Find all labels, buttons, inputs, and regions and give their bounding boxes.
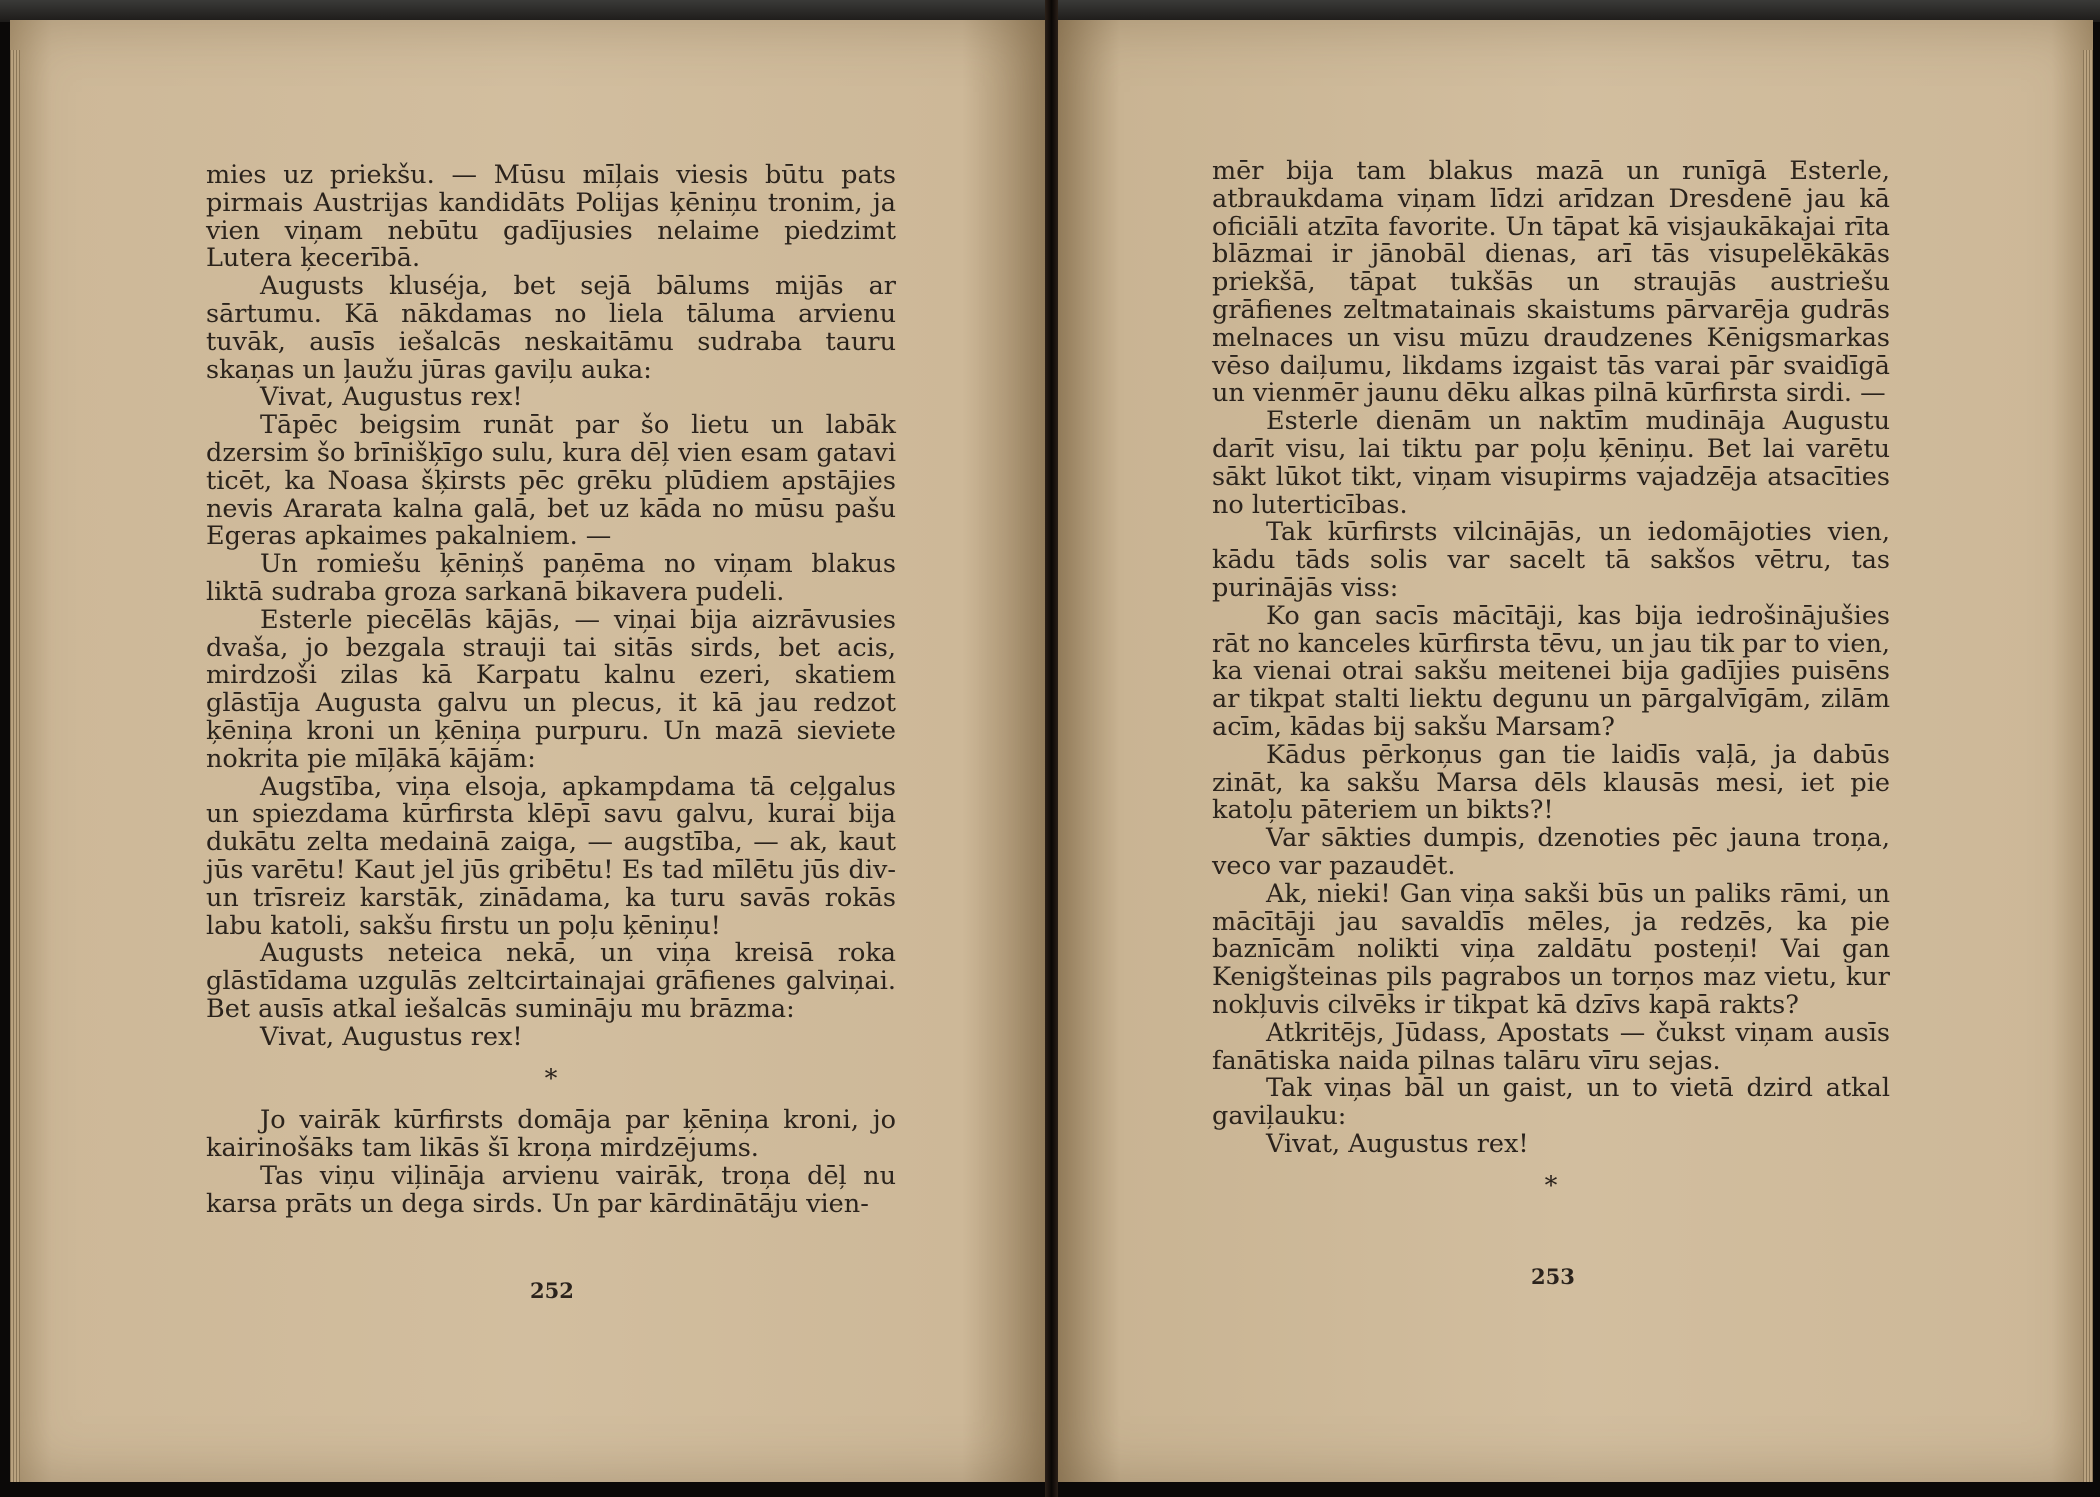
paragraph: Augusts kluséja, bet sejā bālums mijās ar sārtumu. Kā nākdamas no liela tāluma arvienu tuvāk, ausīs iešalcās neskaitāmu sudraba tauru skaņas un ļaužu jūras gaviļu auka: — [206, 271, 896, 385]
right-page-edge — [2083, 50, 2093, 1482]
book-gutter — [1045, 0, 1058, 1497]
paragraph: mēr bija tam blakus mazā un runīgā Esterle, atbraukdama viņam līdzi arīdzan Dresdenē jau kā oficiāli atzīta favorite. Un tāpat kā visjaukākajai rīta blāzmai ir jānobāl dienas, arī tās visupelēkākās priekšā, tāpat tukšās un straujās austriešu grāfienes zeltmatainais skaistums pārvarēja gudrās melnaces un visu mūzu draudzenes Kēnigsmarkas vēso daiļumu, likdams izgaist tās varai pār svaidīgā un vienmēr jaunu dēku alkas pilnā kūrfirsta sirdi. — — [1212, 156, 1890, 409]
left-page-text — [206, 162, 896, 1218]
left-page-edge — [10, 50, 20, 1482]
paragraph: Vivat, Augustus rex! — [1266, 1128, 1529, 1159]
paragraph: Tāpēc beigsim runāt par šo lietu un labāk dzersim šo brīnišķīgo sulu, kura dēļ vien esam gatavi ticēt, ka Noasa šķirsts pēc grēku plūdiem apstājies nevis Ararata kalna galā, bet uz kāda no mūsu pašu Egeras apkaimes pakalniem. — — [206, 410, 896, 552]
paragraph: Un romiešu ķēniņš paņēma no viņam blakus liktā sudraba groza sarkanā bikavera pudeli. — [206, 549, 896, 607]
paragraph: Atkritējs, Jūdass, Apostats — čukst viņam ausīs fanātiska naida pilnas talāru vīru sejas. — [1212, 1017, 1890, 1076]
paragraph: Ko gan sacīs mācītāji, kas bija iedrošinājušies rāt no kanceles kūrfirsta tēvu, un jau tik par to vien, ka vienai otrai sakšu meitenei bija gadījies puisēns ar tikpat stalti liektu degunu un pārgalvīgām, zilām acīm, kādas bij sakšu Marsam? — [1212, 600, 1890, 742]
paragraph: Tak kūrfirsts vilcinājās, un iedomājoties vien, kādu tāds solis var sacelt tā sakšos vētru, tas purinājās viss: — [1212, 517, 1890, 603]
paragraph: Jo vairāk kūrfirsts domāja par ķēniņa kroni, jo kairinošāks tam likās šī kroņa mirdzējums. — [206, 1105, 896, 1164]
paragraph: Esterle piecēlās kājās, — viņai bija aizrāvusies dvaša, jo bezgala strauji tai sitās sirds, bet acis, mirdzoši zilas kā Karpatu kalnu ezeri, skatiem glāstīja Augusta galvu un plecus, it kā jau redzot ķēniņa kroni un ķēniņa purpuru. Un mazā sieviete nokrita pie mīļākā kājām: — [206, 604, 896, 774]
page-number-right: 253 — [1531, 1264, 1575, 1289]
section-break-asterisk: * — [544, 1063, 558, 1094]
paragraph: Var sākties dumpis, dzenoties pēc jauna troņa, veco var pazaudēt. — [1212, 823, 1890, 881]
paragraph: Tas viņu viļināja arvienu vairāk, troņa dēļ nu karsa prāts un dega sirds. Un par kārdinātāju vien- — [206, 1160, 896, 1219]
section-break-asterisk: * — [1544, 1170, 1558, 1201]
paragraph: Vivat, Augustus rex! — [260, 382, 523, 413]
paragraph: Augstība, viņa elsoja, apkampdama tā ceļgalus un spiezdama kūrfirsta klēpī savu galvu, kurai bija dukātu zelta medainā zaiga, — augstība, — ak, kaut jūs varētu! Kaut jel jūs gribētu! Es tad mīlētu jūs div- un trīsreiz karstāk, zinādama, ka turu savās rokās labu katoli, sakšu firstu un poļu ķēniņu! — [206, 771, 896, 941]
paragraph: Vivat, Augustus rex! — [260, 1021, 523, 1052]
paragraph: Kādus pērkoņus gan tie laidīs vaļā, ja dabūs zināt, ka sakšu Marsa dēls klausās mesi, iet pie katoļu pāteriem un bikts?! — [1212, 739, 1890, 826]
paragraph: Tak viņas bāl un gaist, un to vietā dzird atkal gaviļauku: — [1212, 1073, 1890, 1132]
paragraph: Augusts neteica nekā, un viņa kreisā roka glāstīdama uzgulās zeltcirtainajai grāfienes galviņai. Bet ausīs atkal iešalcās sumināju mu brāzma: — [206, 938, 896, 1024]
paragraph: mies uz priekšu. — Mūsu mīļais viesis būtu pats pirmais Austrijas kandidāts Polijas ķēniņu tronim, ja vien viņam nebūtu gadījusies nelaime piedzimt Lutera ķecerībā. — [206, 160, 896, 274]
right-page-text — [1212, 158, 1890, 1200]
page-number-left: 252 — [530, 1278, 574, 1303]
paragraph: Esterle dienām un naktīm mudināja Augustu darīt visu, lai tiktu par poļu ķēniņu. Bet lai varētu sākt lūkot tikt, viņam visupirms vajadzēja atsacīties no luterticības. — [1212, 406, 1890, 520]
paragraph: Ak, nieki! Gan viņa sakši būs un paliks rāmi, un mācītāji jau savaldīs mēles, ja redzēs, ka pie baznīcām nolikti viņa zaldātu posteņi! Vai gan Kenigšteinas pils pagrabos un torņos maz vietu, kur nokļuvis cilvēks ir tikpat kā dzīvs kapā rakts? — [1212, 878, 1890, 1020]
